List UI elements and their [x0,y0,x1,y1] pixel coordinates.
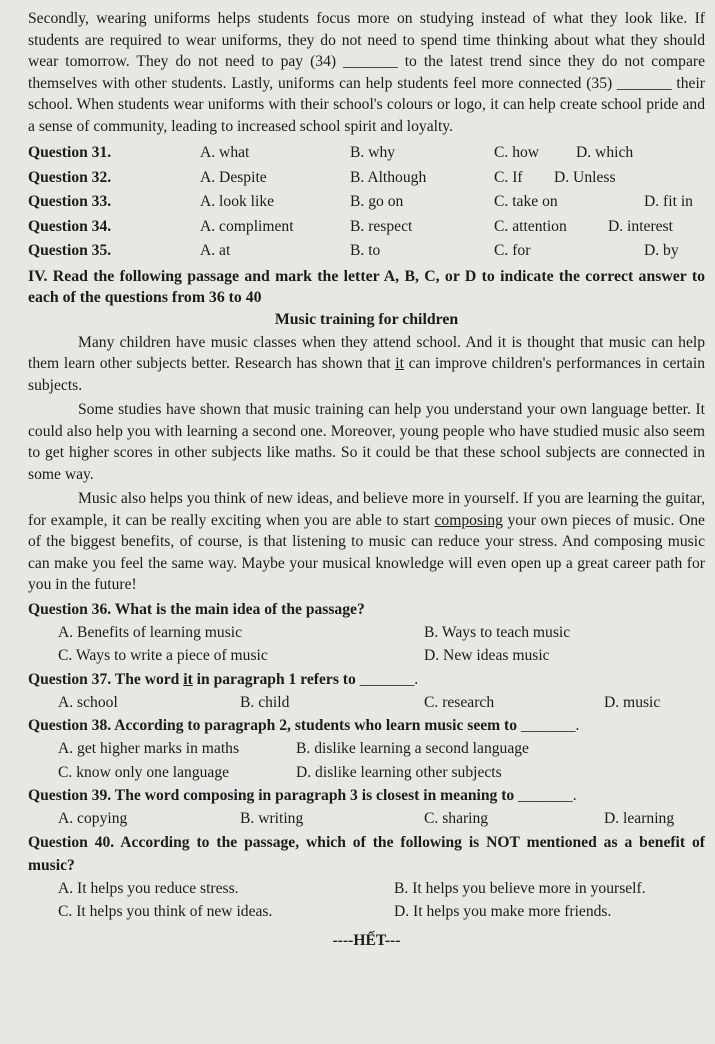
option-a[interactable]: A. school [58,693,118,711]
blank-34: _______ [343,53,398,70]
end-marker: ----HẾT--- [332,931,401,949]
underlined-word: it [183,670,193,688]
option-a[interactable]: A. Despite [200,168,267,186]
option-a[interactable]: A. at [200,242,231,259]
underlined-word-composing: composing [434,511,503,529]
question-label: Question 34. [28,217,112,235]
option-c[interactable]: C. sharing [424,810,489,827]
reading-question-36 [28,598,705,668]
question-text: The word [111,787,184,804]
option-d[interactable]: D. Unless [554,168,616,186]
option-d[interactable]: D. music [604,693,661,711]
option-b[interactable]: B. child [240,693,290,711]
option-row [28,807,705,831]
passage-continuation [28,8,705,137]
question-text: in paragraph 1 refers to [192,670,360,688]
question-label: Question 40. [28,833,115,851]
option-row [28,644,705,668]
question-stem [28,831,705,877]
option-row [28,877,705,901]
reading-question-39 [28,784,705,831]
reading-question-37 [28,668,705,715]
answer-blank: _______. [520,717,580,734]
underlined-word-it: it [395,355,404,372]
question-text: According to the passage, which of the following is NOT mentioned as a benefit of music? [28,833,705,874]
option-row [28,691,705,715]
option-a[interactable]: A. copying [58,810,128,827]
question-stem [28,714,705,737]
option-c[interactable]: C. research [424,693,495,711]
reading-paragraph-1 [28,332,705,397]
question-label: Question 39. [28,787,112,804]
passage-title: Music training for children [274,310,459,328]
option-b[interactable]: B. Although [350,168,427,186]
option-b[interactable]: B. Ways to teach music [424,623,571,641]
question-row [28,190,705,215]
option-c[interactable]: C. Ways to write a piece of music [58,647,268,664]
question-label: Question 31. [28,144,112,161]
question-label: Question 35. [28,242,112,259]
option-b[interactable]: B. go on [350,193,404,210]
question-text: What is the main idea of the passage? [111,600,365,618]
question-label: Question 37. [28,670,112,688]
option-b[interactable]: B. writing [240,810,304,827]
reading-question-38 [28,714,705,784]
reading-paragraph-2: Some studies have shown that music training can help you understand your own language better. It could also help you with learning a second one. Moreover, young people who have studied music also seem to get higher scores in other subjects like maths. So it could be that these school subjects are connected in some way. [28,401,705,483]
section-heading: IV. Read the following passage and mark the letter A, B, C, or D to indicate the correct answer to each of the questions from 36 to 40 [28,267,705,306]
option-a[interactable]: A. Benefits of learning music [58,623,243,641]
option-d[interactable]: D. It helps you make more friends. [394,903,612,920]
question-text: The word [111,670,184,688]
answer-blank: _______. [359,670,419,688]
option-row [28,621,705,645]
question-label: Question 32. [28,168,112,186]
paragraph-text: can improve children's performances in certain subjects. [28,355,705,394]
cloze-question-list [28,141,705,264]
option-c[interactable]: C. how [494,144,540,161]
option-row [28,761,705,785]
option-d[interactable]: D. fit in [644,193,693,210]
option-d[interactable]: D. by [644,242,679,259]
question-stem [28,598,705,621]
option-a[interactable]: A. It helps you reduce stress. [58,879,239,897]
option-c[interactable]: C. attention [494,217,567,235]
option-c[interactable]: C. If [494,168,523,186]
question-label: Question 33. [28,193,112,210]
question-label: Question 38. [28,717,112,734]
option-b[interactable]: B. respect [350,217,413,235]
question-stem [28,784,705,807]
option-b[interactable]: B. to [350,242,381,259]
passage-text: Secondly, wearing uniforms helps students focus more on studying instead of what they look like. If students are required to wear uniforms, they do not need to spend time thinking about what they should wear tomorrow. They do not need to pay (34) [28,10,705,70]
passage-text: their school. When students wear uniforms with their school's colours or logo, it can help create school pride and a sense of community, leading to increased school spirit and loyalty. [28,74,706,135]
reading-question-40 [28,831,705,924]
option-c[interactable]: C. It helps you think of new ideas. [58,903,273,920]
paragraph-text: Many children have music classes when they attend school. And it is thought that music can help them learn other subjects better. Research has shown that [28,333,705,372]
option-d[interactable]: D. interest [608,217,673,235]
question-row [28,166,705,191]
option-b[interactable]: B. dislike learning a second language [296,740,529,757]
option-c[interactable]: C. take on [494,193,558,210]
option-d[interactable]: D. which [576,144,634,161]
answer-blank: _______. [518,787,577,804]
option-d[interactable]: D. New ideas music [424,647,550,664]
option-c[interactable]: C. know only one language [58,763,230,781]
passage-text: to the latest trend since they do not compare themselves with other students. Lastly, uniforms can help students feel more connected (35) [28,53,705,92]
option-row [28,900,705,924]
question-row [28,215,705,240]
option-b[interactable]: B. why [350,144,396,161]
paragraph-text: Music also helps you think of new ideas, and believe more in yourself. If you are learning the guitar, for example, it can be really exciting when you are able to start [28,490,705,529]
option-a[interactable]: A. compliment [200,217,294,235]
option-b[interactable]: B. It helps you believe more in yourself. [394,879,646,897]
question-stem [28,668,705,691]
option-a[interactable]: A. look like [200,193,275,210]
question-row [28,141,705,166]
question-text: According to paragraph 2, students who learn music seem to [111,717,521,734]
reading-paragraph-3 [28,488,705,596]
option-d[interactable]: D. dislike learning other subjects [296,763,502,781]
question-text: in paragraph 3 is closest in meaning to [254,787,519,804]
blank-35: _______ [617,74,672,92]
option-a[interactable]: A. get higher marks in maths [58,740,240,757]
option-row [28,737,705,761]
option-c[interactable]: C. for [494,242,531,259]
highlighted-word: composing [183,787,255,804]
option-d[interactable]: D. learning [604,810,675,827]
question-row [28,239,705,264]
question-label: Question 36. [28,600,112,618]
option-a[interactable]: A. what [200,144,250,161]
paragraph-text: your own pieces of music. One of the biggest benefits, of course, is that listening to music can reduce your stress. And composing music can make you feel the same way. Maybe your musical knowledge will even open up a great career path for you in the future! [28,511,705,593]
